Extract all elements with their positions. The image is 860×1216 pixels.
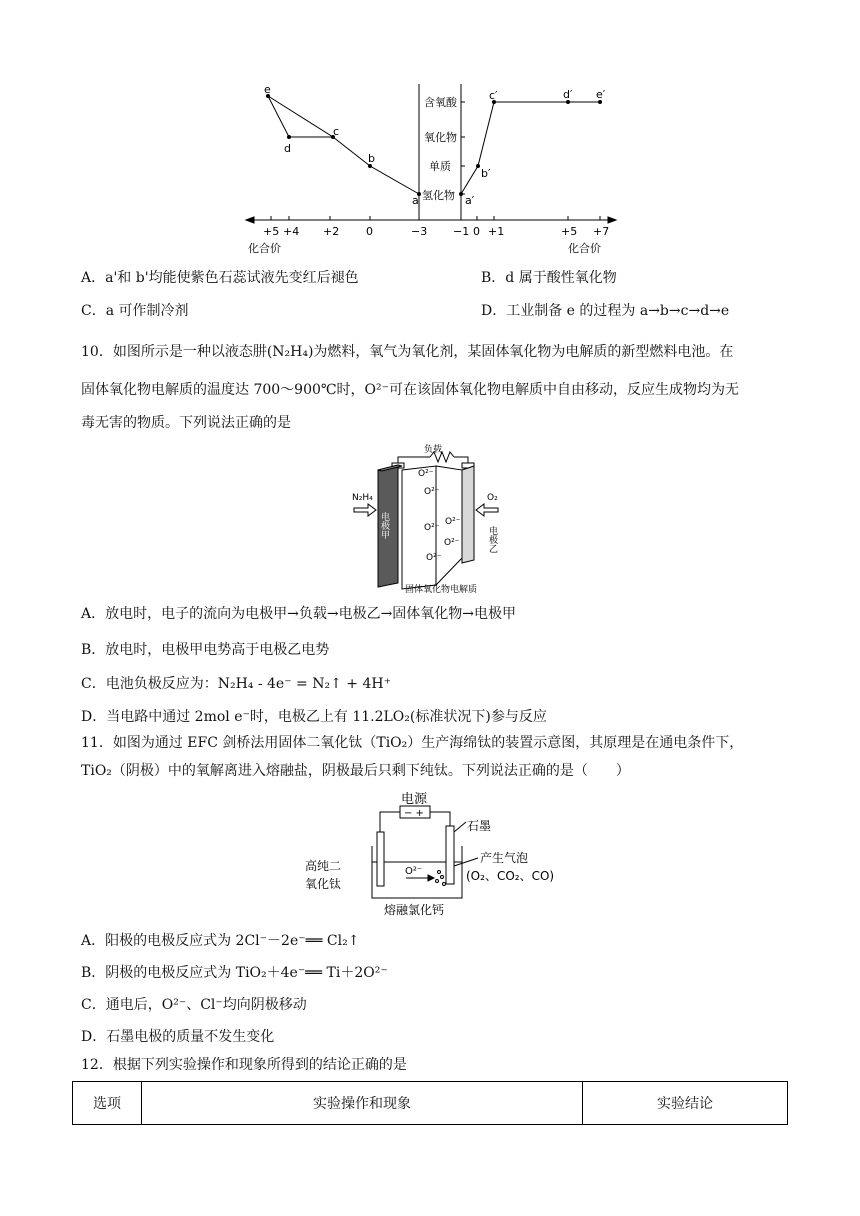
q11-option-d[interactable]: D．石墨电极的质量不发生变化 [81, 1029, 275, 1045]
point-d: d [284, 142, 291, 155]
q10-stem-line2: 固体氧化物电解质的温度达 700～900℃时，O²⁻可在该固体氧化物电解质中自由移动，反应生成物均为无 [81, 382, 740, 398]
q10-option-c[interactable]: C．电池负极反应为：N₂H₄ - 4e⁻ = N₂↑ + 4H⁺ [81, 676, 391, 692]
header-option: 选项 [73, 1082, 142, 1125]
q10-stem-line3: 毒无害的物质。下列说法正确的是 [81, 415, 291, 431]
y-label-oxide: 氧化物 [424, 131, 457, 144]
electrode-jia-label: 电极甲 [379, 512, 389, 539]
q11-stem-line1: 11．如图为通过 EFC 剑桥法用固体二氧化钛（TiO₂）生产海绵钛的装置示意图，其原理是在通电条件下， [81, 735, 744, 751]
tick-right-5: +7 [593, 225, 610, 238]
tick-left-5: −3 [411, 225, 428, 238]
graphite-label: 石墨 [467, 819, 492, 833]
tick-right-1: −1 [453, 225, 470, 238]
fuel-cell-figure [340, 440, 520, 595]
q9-option-d[interactable]: D．工业制备 e 的过程为 a→b→c→d→e [481, 303, 730, 319]
point-c-prime: c′ [489, 89, 498, 102]
polarity-label: − + [404, 808, 424, 819]
q11-option-b[interactable]: B．阴极的电极反应式为 TiO₂＋4e⁻══ Ti＋2O²⁻ [81, 965, 388, 981]
gases-label: (O₂、CO₂、CO) [466, 869, 555, 883]
tick-left-1: +5 [263, 225, 280, 238]
tick-left-4: 0 [366, 225, 373, 238]
valence-chart [240, 80, 630, 260]
y-label-element: 单质 [429, 160, 451, 173]
header-operation: 实验操作和现象 [142, 1082, 583, 1125]
q9-option-b[interactable]: B．d 属于酸性氧化物 [481, 270, 617, 286]
y-label-hydride: 氢化物 [422, 189, 455, 202]
efc-cell-figure [300, 786, 565, 921]
electrolyte-caption: 固体氧化物电解质 [405, 585, 478, 595]
bubbles-label: 产生气泡 [480, 851, 529, 865]
svg-text:O²⁻: O²⁻ [418, 469, 434, 479]
point-e-prime: e′ [596, 88, 606, 101]
load-label: 负载 [424, 445, 443, 455]
q10-option-d[interactable]: D．当电路中通过 2mol e⁻时，电极乙上有 11.2LO₂(标准状况下)参与反应 [81, 709, 547, 725]
svg-text:O²⁻: O²⁻ [424, 487, 440, 497]
q10-option-a[interactable]: A．放电时，电子的流向为电极甲→负载→电极乙→固体氧化物→电极甲 [81, 606, 517, 622]
svg-text:O²⁻: O²⁻ [445, 517, 461, 527]
q11-stem-line2: TiO₂（阴极）中的氧解离进入熔融盐，阴极最后只剩下纯钛。下列说法正确的是（ ） [81, 763, 630, 779]
q12-table [72, 1081, 788, 1125]
q9-option-c[interactable]: C．a 可作制冷剂 [81, 303, 189, 319]
x-axis-title-right: 化合价 [568, 242, 601, 255]
point-a-prime: a′ [465, 194, 475, 207]
tick-right-3: +1 [488, 225, 505, 238]
tick-left-3: +2 [323, 225, 340, 238]
svg-text:O²⁻: O²⁻ [424, 523, 440, 533]
q12-stem: 12．根据下列实验操作和现象所得到的结论正确的是 [81, 1057, 407, 1073]
point-e: e [264, 83, 271, 96]
point-c: c [333, 125, 340, 138]
point-a: a [412, 194, 419, 207]
power-source-label: 电源 [401, 792, 428, 807]
svg-text:O²⁻: O²⁻ [426, 553, 442, 563]
point-b: b [368, 152, 375, 165]
q9-option-a[interactable]: A．a'和 b'均能使紫色石蕊试液先变红后褪色 [81, 270, 359, 286]
ion-label: O²⁻ [405, 866, 423, 877]
fuel-label: N₂H₄ [352, 493, 373, 503]
header-conclusion: 实验结论 [583, 1082, 788, 1125]
tick-right-4: +5 [561, 225, 578, 238]
melt-label: 熔融氯化钙 [384, 903, 445, 917]
tick-left-2: +4 [283, 225, 300, 238]
q11-option-c[interactable]: C．通电后，O²⁻、Cl⁻均向阴极移动 [81, 997, 307, 1013]
cathode-label-1: 高纯二 [305, 859, 342, 873]
tick-right-2: 0 [473, 225, 480, 238]
q11-option-a[interactable]: A．阳极的电极反应式为 2Cl⁻－2e⁻══ Cl₂↑ [81, 933, 360, 949]
oxidant-label: O₂ [487, 493, 498, 503]
x-axis-title-left: 化合价 [248, 242, 281, 255]
point-d-prime: d′ [563, 88, 573, 101]
svg-text:O²⁻: O²⁻ [444, 538, 460, 548]
q10-option-b[interactable]: B．放电时，电极甲电势高于电极乙电势 [81, 642, 330, 658]
right-series-line [461, 102, 600, 194]
y-label-oxyacid: 含氧酸 [424, 96, 457, 109]
electrode-yi-label: 电极乙 [487, 526, 497, 553]
left-series-line [268, 96, 333, 137]
table-header-row [73, 1082, 788, 1125]
cathode-label-2: 氧化钛 [305, 877, 342, 891]
q10-stem-line1: 10．如图所示是一种以液态肼(N₂H₄)为燃料，氧气为氧化剂，某固体氧化物为电解质的新型燃料电池。在 [81, 344, 734, 360]
point-b-prime: b′ [481, 167, 491, 180]
